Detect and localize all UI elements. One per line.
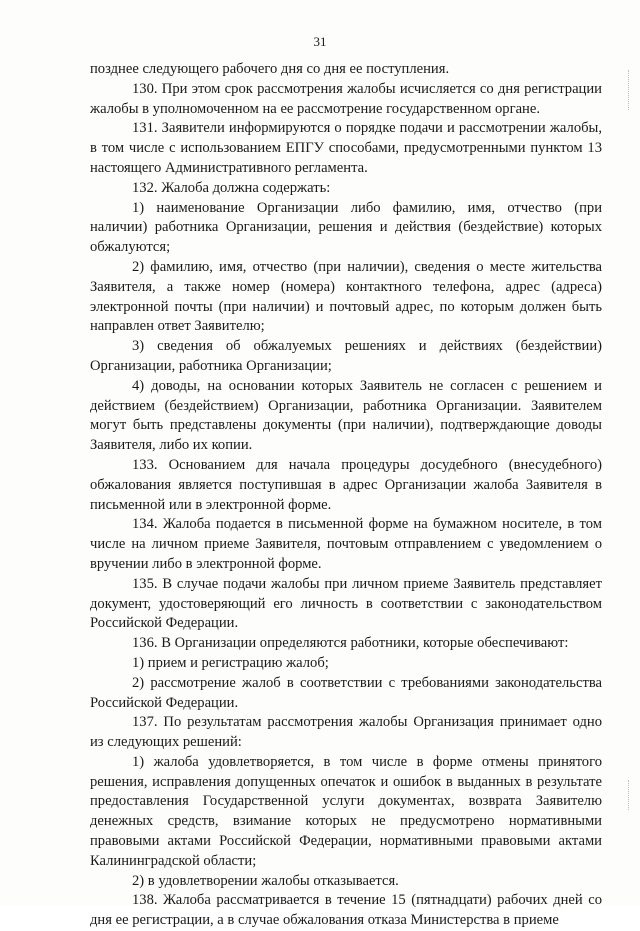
page-number: 31	[313, 34, 327, 49]
paragraph-133: 133. Основанием для начала процедуры досудебного (внесудебного) обжалования является поступившая в адрес Организации жалоба Заявителя в письменной или в электронной форме.	[90, 456, 602, 513]
paragraph-136-item-2: 2) рассмотрение жалоб в соответствии с требованиями законодательства Российской Федерации.	[90, 674, 602, 711]
paragraph-131: 131. Заявители информируются о порядке подачи и рассмотрении жалобы, в том числе с использованием ЕПГУ способами, предусмотренными пунктом 13 настоящего Административного регламента.	[90, 120, 602, 176]
paragraph-132-item-1: 1) наименование Организации либо фамилию, имя, отчество (при наличии) работника Организации, решения и действия (бездействие) которых обжалуются;	[90, 199, 602, 256]
paragraph-continuation: позднее следующего рабочего дня со дня ее поступления.	[90, 61, 450, 77]
paragraph-137: 137. По результатам рассмотрения жалобы Организация принимает одно из следующих решений:	[90, 714, 602, 751]
document-body	[90, 60, 602, 931]
scan-artifact	[628, 780, 630, 810]
paragraph-134: 134. Жалоба подается в письменной форме на бумажном носителе, в том числе на личном приеме Заявителя, почтовым отправлением с уведомлением о вручении либо в электронной форме.	[90, 516, 602, 572]
paragraph-135: 135. В случае подачи жалобы при личном приеме Заявитель представляет документ, удостоверяющий его личность в соответствии с законодательством Российской Федерации.	[90, 575, 602, 632]
paragraph-137-item-1: 1) жалоба удовлетворяется, в том числе в форме отмены принятого решения, исправления допущенных опечаток и ошибок в выданных в результате предоставления Государственной услуги документах, возврата Заявителю денежных средств, взимание которых не предусмотрено нормативными правовыми актами Российской Федерации, нормативными правовыми актами Калининградской области;	[90, 753, 602, 869]
scan-artifact	[628, 70, 630, 110]
paragraph-132: 132. Жалоба должна содержать:	[132, 179, 331, 196]
paragraph-132-item-4: 4) доводы, на основании которых Заявитель не согласен с решением и действием (бездействием) Организации, работника Организации. Заявителем могут быть представлены документы (при наличии), подтверждающие доводы Заявителя, либо их копии.	[90, 377, 602, 454]
paragraph-130: 130. При этом срок рассмотрения жалобы исчисляется со дня регистрации жалобы в уполномоченном на ее рассмотрение государственном органе.	[90, 80, 602, 117]
paragraph-136: 136. В Организации определяются работники, которые обеспечивают:	[132, 635, 569, 652]
paragraph-132-item-3: 3) сведения об обжалуемых решениях и действиях (бездействии) Организации, работника Организации;	[90, 338, 602, 374]
paragraph-137-item-2: 2) в удовлетворении жалобы отказывается.	[132, 872, 399, 889]
paragraph-136-item-1: 1) прием и регистрацию жалоб;	[132, 654, 329, 671]
paragraph-132-item-2: 2) фамилию, имя, отчество (при наличии), сведения о месте жительства Заявителя, а также номер (номера) контактного телефона, адрес (адреса) электронной почты (при наличии) и почтовый адрес, по которым должен быть направлен ответ Заявителю;	[90, 258, 602, 335]
paragraph-138: 138. Жалоба рассматривается в течение 15 (пятнадцати) рабочих дней со дня ее регистрации, а в случае обжалования отказа Министерства в приеме	[90, 892, 602, 929]
